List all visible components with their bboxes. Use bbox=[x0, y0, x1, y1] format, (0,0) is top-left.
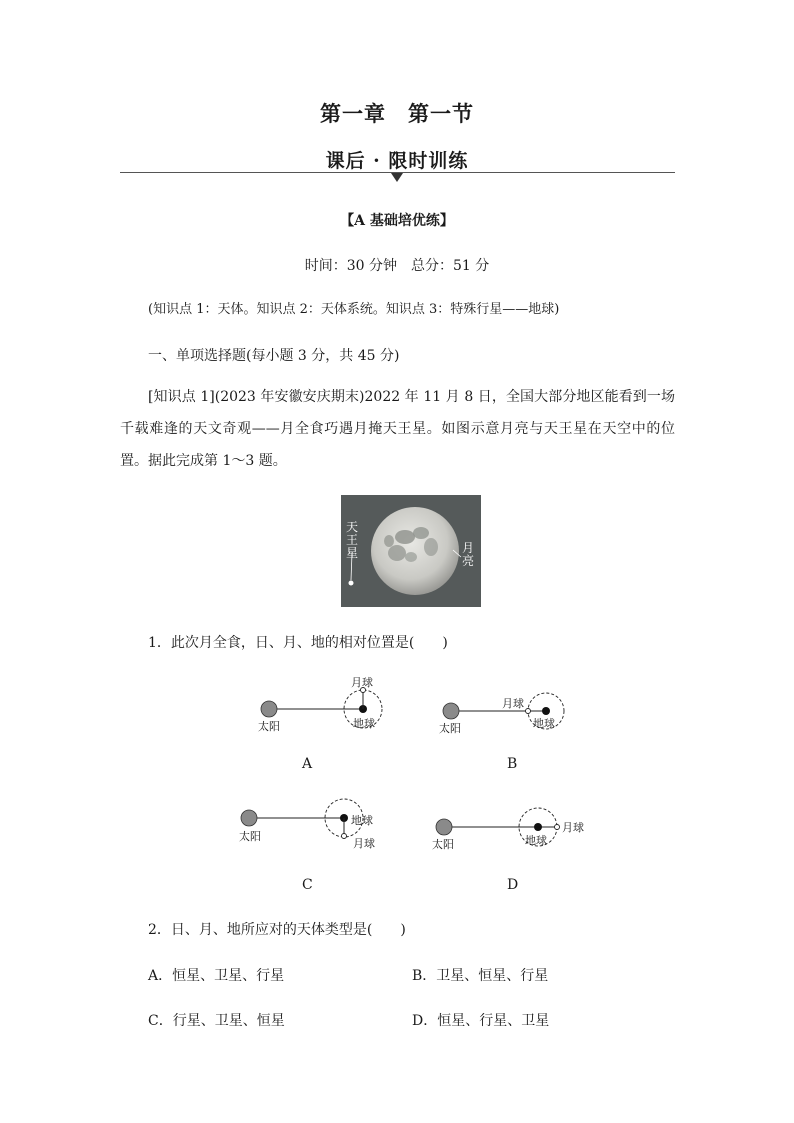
option-d-label: D bbox=[507, 877, 519, 893]
question-1-stem: 1．此次月全食，日、月、地的相对位置是( ) bbox=[148, 635, 448, 651]
uranus-label: 天王星 bbox=[346, 520, 359, 560]
diagram-c bbox=[232, 798, 392, 854]
question-2-option-d: D．恒星、行星、卫星 bbox=[412, 1013, 550, 1029]
diagram-b bbox=[436, 682, 576, 734]
page-subtitle: 课后 · 限时训练 bbox=[325, 150, 469, 172]
earth-dot bbox=[534, 823, 542, 831]
part-heading: 一、单项选择题(每小题 3 分，共 45 分) bbox=[148, 348, 400, 364]
moon-label: 月球 bbox=[502, 697, 524, 710]
moon-photo-graphic bbox=[341, 495, 481, 607]
earth-dot bbox=[542, 707, 550, 715]
diagram-a bbox=[250, 668, 390, 733]
question-2-stem: 2．日、月、地所应对的天体类型是( ) bbox=[148, 922, 406, 938]
question-2-option-a: A．恒星、卫星、行星 bbox=[148, 968, 285, 984]
sun-circle bbox=[241, 810, 257, 826]
moon-label: 月球 bbox=[351, 676, 373, 689]
moon-label: 月亮 bbox=[462, 541, 475, 568]
time-info: 时间：30 分钟 总分：51 分 bbox=[304, 258, 490, 274]
question-intro: [知识点 1](2023 年安徽安庆期末)2022 年 11 月 8 日，全国大部分地区能看到一场千载难逢的天文奇观——月全食巧遇月掩天王星。如图示意月亮与天王星在天空中的位置。据此完成第 1～3 题。 bbox=[120, 389, 675, 469]
option-a-label: A bbox=[302, 756, 313, 772]
sun-label: 太阳 bbox=[439, 722, 461, 735]
knowledge-points: (知识点 1：天体。知识点 2：天体系统。知识点 3：特殊行星——地球) bbox=[148, 302, 560, 317]
sun-label: 太阳 bbox=[432, 838, 454, 851]
moon-dot bbox=[342, 834, 347, 839]
moon-dot bbox=[555, 825, 560, 830]
moon-disc bbox=[371, 507, 459, 595]
earth-label: 地球 bbox=[533, 717, 555, 730]
question-2-option-c: C．行星、卫星、恒星 bbox=[148, 1013, 285, 1029]
moon-photo bbox=[341, 495, 481, 607]
uranus-dot bbox=[349, 581, 354, 586]
option-c-label: C bbox=[302, 877, 313, 893]
sun-circle bbox=[436, 819, 452, 835]
diagram-d bbox=[430, 805, 590, 855]
question-2-option-b: B．卫星、恒星、行星 bbox=[412, 968, 549, 984]
moon-label: 月球 bbox=[562, 821, 584, 834]
option-b-label: B bbox=[507, 756, 518, 772]
earth-label: 地球 bbox=[351, 814, 373, 827]
sun-circle bbox=[261, 701, 277, 717]
sun-circle bbox=[443, 703, 459, 719]
sun-label: 太阳 bbox=[258, 720, 280, 733]
section-tag: 【A 基础培优练】 bbox=[340, 213, 454, 229]
moon-label: 月球 bbox=[353, 837, 375, 850]
sun-label: 太阳 bbox=[239, 830, 261, 843]
earth-label: 地球 bbox=[525, 834, 547, 847]
moon-dot bbox=[526, 709, 531, 714]
divider-marker-icon bbox=[391, 173, 403, 182]
page-title: 第一章 第一节 bbox=[320, 101, 474, 126]
earth-label: 地球 bbox=[353, 717, 375, 730]
